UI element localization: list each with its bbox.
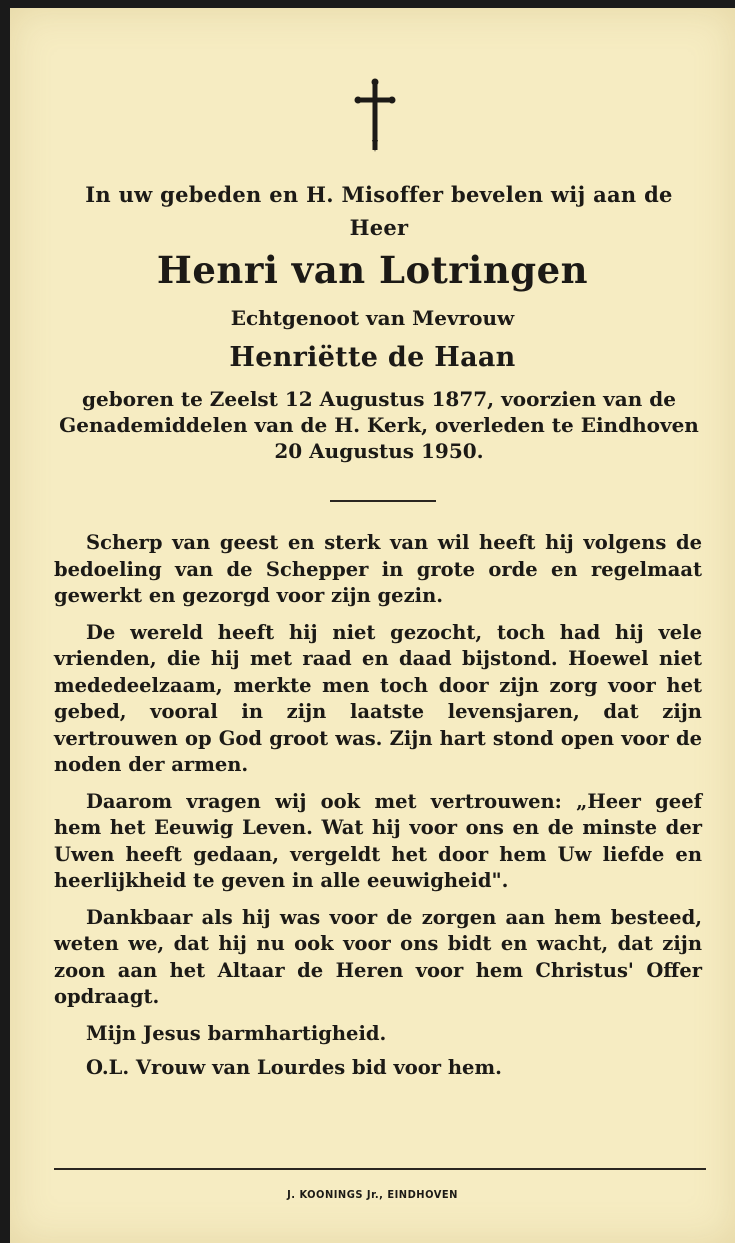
printer-credit: J. KOONINGS Jr., EINDHOVEN bbox=[287, 1188, 458, 1201]
prayer-line: Mijn Jesus barmhartigheid. bbox=[86, 1021, 387, 1045]
memorial-card bbox=[10, 8, 735, 1243]
divider-long bbox=[54, 1168, 706, 1170]
spouse-name: Henriëtte de Haan bbox=[229, 342, 516, 373]
divider-short bbox=[330, 500, 436, 502]
birth-death-text: geboren te Zeelst 12 Augustus 1877, voorzien van de Genademiddelen van de H. Kerk, overleden te Eindhoven 20 Augustus 1950. bbox=[59, 387, 699, 463]
prayer-line: O.L. Vrouw van Lourdes bid voor hem. bbox=[86, 1056, 502, 1079]
cross-icon bbox=[350, 78, 400, 153]
paragraph: Scherp van geest en sterk van wil heeft hij volgens de bedoeling van de Schepper in grote orde en regelmaat gewerkt en gezorgd voor zijn gezin. bbox=[54, 531, 702, 607]
intro-text: In uw gebeden en H. Misoffer bevelen wij aan de Heer bbox=[85, 182, 673, 240]
deceased-name: Henri van Lotringen bbox=[156, 248, 589, 292]
body-text bbox=[54, 530, 702, 1090]
spouse-label: Echtgenoot van Mevrouw bbox=[230, 306, 515, 330]
paragraph: De wereld heeft hij niet gezocht, toch had hij vele vrienden, die hij met raad en daad bijstond. Hoewel niet mededeelzaam, merkte men toch door zijn zorg voor het gebed, vooral in zijn laatste levensjaren, dat zijn vertrouwen op God groot was. Zijn hart stond open voor de noden der armen. bbox=[54, 620, 702, 776]
paragraph: Daarom vragen wij ook met vertrouwen: „Heer geef hem het Eeuwig Leven. Wat hij voor ons en de minste der Uwen heeft gedaan, vergeldt het door hem Uw liefde en heerlijkheid te geven in alle eeuwigheid". bbox=[54, 789, 702, 892]
paragraph: Dankbaar als hij was voor de zorgen aan hem besteed, weten we, dat hij nu ook voor ons bidt en wacht, dat zijn zoon aan het Altaar de Heren voor hem Christus' Offer opdraagt. bbox=[54, 905, 702, 1008]
